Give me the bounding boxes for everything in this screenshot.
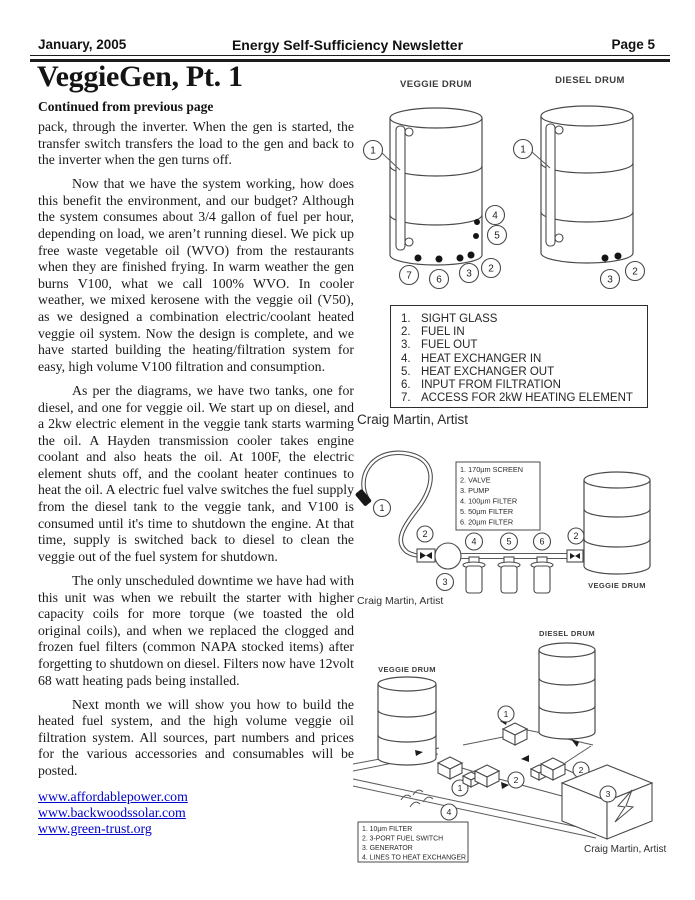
article-title: VeggieGen, Pt. 1 [37,60,243,93]
screen-tip [355,489,372,507]
legend-item: INPUT FROM FILTRATION [421,379,561,392]
filter-cube [503,723,527,745]
svg-text:2: 2 [573,531,579,541]
drum-legend-box: 1. SIGHT GLASS 2. FUEL IN 3. FUEL OUT 4. HEAT EXCHANGER IN 5. HEAT EXCHANGER OUT 6. INPUT FROM FILTRATION 7. ACCESS FOR 2kW HEATING ELEMENT [390,305,648,408]
header-page-number: Page 5 [611,37,655,52]
valve-icon [567,550,583,562]
fuel-switch-cube [531,758,565,780]
svg-text:5: 5 [506,536,512,547]
filtration-legend-box [456,462,540,530]
legend-item: ACCESS FOR 2kW HEATING ELEMENT [421,392,633,405]
svg-text:2: 2 [632,266,638,278]
legend-item: 6. 20µm FILTER [460,517,514,527]
svg-text:4: 4 [446,807,452,817]
diesel-drum [539,643,595,739]
suction-hose [355,453,431,556]
svg-text:3: 3 [605,789,611,799]
link-backwoodssolar[interactable]: www.backwoodssolar.com [38,804,186,820]
veggie-drum [378,677,436,765]
svg-text:6: 6 [539,536,545,547]
veggie-drum [584,472,650,574]
svg-text:2: 2 [513,775,519,785]
svg-text:3: 3 [607,274,613,286]
filtration-diagram [355,438,693,610]
legend-item: 3. PUMP [460,486,490,495]
artist-credit: Craig Martin, Artist [584,844,667,855]
legend-item: HEAT EXCHANGER IN [421,352,542,365]
valve-icon [417,549,435,562]
svg-text:1: 1 [370,145,376,157]
svg-text:2: 2 [422,529,428,539]
paragraph: pack, through the inverter. When the gen is started, the transfer switch transfers the load to the gen and back to the inverter when the gen turns off. [38,119,354,168]
filter-50um [498,557,520,593]
legend-item: FUEL OUT [421,339,478,352]
svg-text:4: 4 [492,210,498,222]
legend-item: 4. LINES TO HEAT EXCHANGER [362,854,467,862]
svg-text:5: 5 [494,230,500,242]
legend-item: 4. 100µm FILTER [460,496,518,506]
legend-item: 2. VALVE [460,475,491,485]
veggie-drum-label: VEGGIE DRUM [400,79,472,90]
article-subtitle: Continued from previous page [38,99,214,114]
svg-text:2: 2 [488,263,494,275]
link-green-trust[interactable]: www.green-trust.org [38,820,152,836]
svg-text:1: 1 [457,783,463,793]
legend-item: 2. 3-PORT FUEL SWITCH [362,835,444,843]
header-rule-thin [30,55,670,56]
svg-text:1: 1 [379,503,385,513]
page-header [0,37,695,53]
legend-item: FUEL IN [421,326,465,339]
svg-text:1: 1 [503,709,509,719]
artist-credit: Craig Martin, Artist [357,595,444,607]
legend-item: 1. 10µm FILTER [362,826,413,833]
header-newsletter-title: Energy Self-Sufficiency Newsletter [231,37,464,53]
fuel-switch-cube [463,765,499,787]
diesel-drum [541,106,633,263]
header-date: January, 2005 [38,37,127,52]
artist-credit: Craig Martin, Artist [357,412,469,427]
article-body [38,119,354,837]
legend-item: 3. GENERATOR [362,845,413,852]
legend-item: 5. 50µm FILTER [460,507,514,516]
legend-item: HEAT EXCHANGER OUT [421,365,555,378]
veggie-drum-label: VEGGIE DRUM [378,665,436,674]
filter-cube [438,757,462,779]
svg-text:4: 4 [471,536,477,547]
filter-20um [531,557,553,593]
paragraph: Next month we will show you how to build the heated fuel system, and the high volume veggie oil filtration system. All sources, part numbers and prices for the various accessories and consumables will be posted. [38,696,354,778]
diesel-drum-label: DIESEL DRUM [539,629,595,638]
diesel-drum-label: DIESEL DRUM [555,75,625,86]
filter-100um [463,557,485,593]
link-affordablepower[interactable]: www.affordablepower.com [38,788,188,804]
svg-text:7: 7 [406,270,412,282]
legend-item: 1. 170µm SCREEN [460,465,524,474]
sight-glass-tube [396,126,405,250]
veggie-drum-label: VEGGIE DRUM [588,581,646,590]
link-list [38,789,354,838]
pump-icon [435,543,461,569]
svg-text:6: 6 [436,274,442,286]
paragraph: Now that we have the system working, how does this benefit the environment, and our budget? Although the system consumes about 3/4 gallon of fuel per hour, depending on load, we aren’t running diesel. We pick up free waste vegetable oil (WVO) from the restaurants when they are finished frying. In warm weather the gen burns V100, what we call 100% WVO. In cooler weather, we mixed kerosene with the veggie oil (V50), as we designed a combination electric/coolant heated veggie oil system. Now the design is complete, and we have started building the heating/filtration system for easy, high volume V100 filtration and consumption. [38,176,354,374]
fuel-system-diagram [353,618,693,880]
svg-text:2: 2 [578,765,584,775]
sight-glass-tube [546,124,555,246]
svg-text:3: 3 [442,577,448,587]
paragraph: The only unscheduled downtime we have had with this unit was when we rebuilt the starter with higher capacity coils for more torque (we toasted the old original coils), and when we replaced the clogged and frozen fuel filters (common NAPA stocked items) after forgetting to shutdown on diesel. Filters now have 12volt 68 watt heating pads being installed. [38,572,354,688]
svg-text:3: 3 [466,268,472,280]
svg-text:1: 1 [520,144,526,156]
paragraph: As per the diagrams, we have two tanks, one for diesel, and one for veggie oil. We start up on diesel, and a 2kw electric element in the veggie tank starts warming the oil. A Hayden transmission cooler takes engine coolant and also heats the oil. At 100F, the electric element shuts off, and the coolant heater continues to heat the oil. A electric fuel valve switches the fuel supply from the diesel tank to the veggie tank, and V100 is consumed until it's time to shutdown the engine. At that time, supply is switched back to diesel to clean the veggie out of the fuel system for shutdown. [38,382,354,564]
fuel-system-legend-box [358,822,468,862]
legend-item: SIGHT GLASS [421,313,498,325]
veggie-drum [390,108,482,265]
drum-callout-diagram [358,72,690,294]
